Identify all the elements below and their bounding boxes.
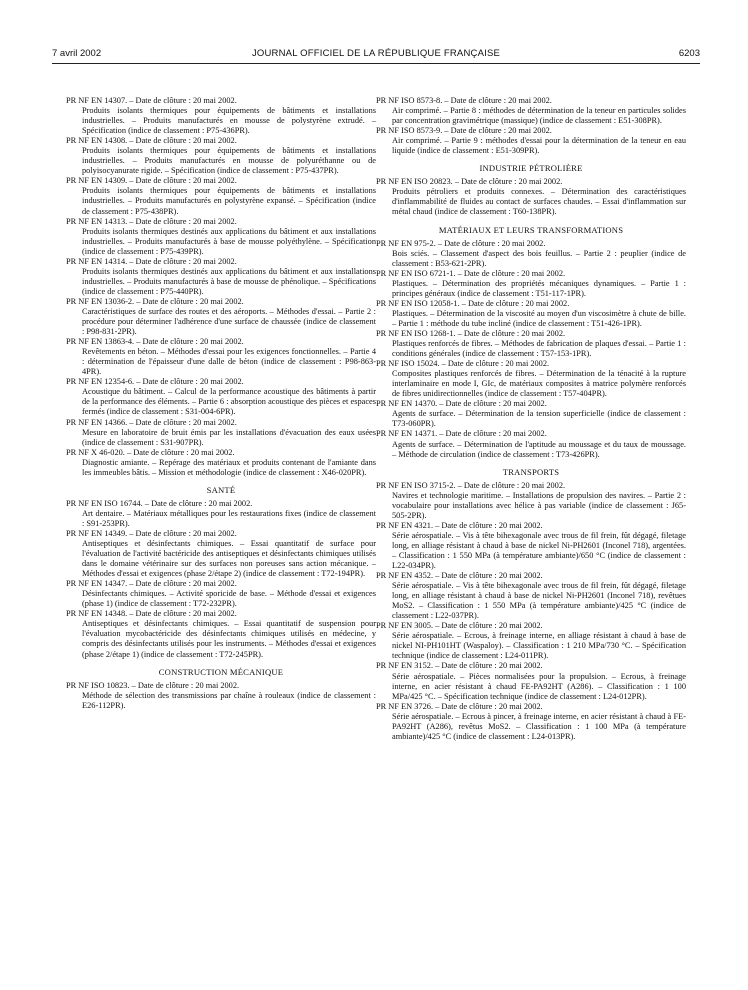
entry-reference: PR NF ISO 8573-9. – Date de clôture : 20 mai 2002. xyxy=(376,126,552,136)
standard-entry xyxy=(376,126,686,156)
standard-entry xyxy=(66,529,376,579)
entry-reference: PR NF ISO 15024. – Date de clôture : 20 mai 2002. xyxy=(376,359,550,369)
standard-entry xyxy=(376,661,686,701)
entry-description: Bois sciés. – Classement d'aspect des bois feuillus. – Partie 2 : peuplier (indice de classement : B53-621-2PR). xyxy=(392,248,686,268)
issue-date: 7 avril 2002 xyxy=(52,48,102,59)
standard-entry xyxy=(66,96,376,136)
entry-description: Acoustique du bâtiment. – Calcul de la performance acoustique des bâtiments à partir de la performance des éléments. – Partie 6 : absorption acoustique des pièces et espaces fermés (indice de classement : S31-004-6PR). xyxy=(82,387,376,417)
entry-description: Agents de surface. – Détermination de la tension superficielle (indice de classement : T73-060PR). xyxy=(392,409,686,429)
entry-description: Méthode de sélection des transmissions par chaîne à rouleaux (indice de classement : E26-112PR). xyxy=(82,690,376,710)
entry-reference: PR NF ISO 10823. – Date de clôture : 20 mai 2002. xyxy=(66,680,240,690)
standard-entry xyxy=(66,499,376,529)
entry-reference: PR NF EN 4321. – Date de clôture : 20 mai 2002. xyxy=(376,520,543,530)
standard-entry xyxy=(376,481,686,521)
entry-reference: PR NF EN 14371. – Date de clôture : 20 mai 2002. xyxy=(376,429,547,439)
entry-reference: PR NF EN 14348. – Date de clôture : 20 mai 2002. xyxy=(66,609,237,619)
standard-entry xyxy=(376,429,686,459)
section-heading: TRANSPORTS xyxy=(502,466,560,477)
entry-description: Revêtements en béton. – Méthodes d'essai pour les exigences fonctionnelles. – Partie 4 : détermination de l'épaisseur d'une dalle de béton (indice de classement : P98-863-4PR). xyxy=(82,347,376,377)
entry-reference: PR NF EN 3152. – Date de clôture : 20 mai 2002. xyxy=(376,661,543,671)
standard-entry xyxy=(376,702,686,742)
entry-description: Produits isolants thermiques destinés aux applications du bâtiment et aux installations industrielles. – Produits manufacturés à base de mousse de phénolique. – Spécifications (indice de classement : P75-440PR). xyxy=(82,266,376,296)
standard-entry xyxy=(376,571,686,621)
entry-description: Plastiques. – Détermination de la viscosité au moyen d'un viscosimètre à chute de bille. – Partie 1 : méthode du tube incliné (indice de classement : T51-426-1PR). xyxy=(392,308,686,328)
entry-description: Produits isolants thermiques pour équipements de bâtiments et installations industrielles. – Produits manufacturés en mousse de polystyrène extrudé. – Spécification (indice de classement : P75-436PR). xyxy=(82,106,376,136)
standard-entry xyxy=(66,448,376,478)
entry-reference: PR NF EN 14313. – Date de clôture : 20 mai 2002. xyxy=(66,216,237,226)
section-heading: MATÉRIAUX ET LEURS TRANSFORMATIONS xyxy=(438,224,624,235)
entry-description: Désinfectants chimiques. – Activité sporicide de base. – Méthode d'essai et exigences (phase 1) (indice de classement : T72-232PR). xyxy=(82,589,376,609)
entry-reference: PR NF EN 14314. – Date de clôture : 20 mai 2002. xyxy=(66,256,237,266)
standard-entry xyxy=(376,239,686,269)
entry-reference: PR NF EN 13036-2. – Date de clôture : 20 mai 2002. xyxy=(66,296,244,306)
entry-description: Série aérospatiale. – Ecrous à pincer, à freinage interne, en acier résistant à chaud à FE-PA92HT (A286), revêtus MoS2. – Classification : 1 100 MPa (à température ambiante)/425 °C (indice de classement : L24-013PR). xyxy=(392,711,686,741)
standard-entry xyxy=(66,257,376,297)
page-number: 6203 xyxy=(678,48,700,59)
entry-reference: PR NF EN 14309. – Date de clôture : 20 mai 2002. xyxy=(66,176,237,186)
entry-reference: PR NF EN 3005. – Date de clôture : 20 mai 2002. xyxy=(376,621,543,631)
header-rule xyxy=(52,63,700,64)
standard-entry xyxy=(376,359,686,399)
entry-reference: PR NF EN 3726. – Date de clôture : 20 mai 2002. xyxy=(376,701,543,711)
standard-entry xyxy=(376,96,686,126)
standard-entry xyxy=(66,681,376,711)
entry-description: Agents de surface. – Détermination de l'aptitude au moussage et du taux de moussage. – Méthode de circulation (indice de classement : T73-426PR). xyxy=(392,439,686,459)
entry-description: Plastiques renforcés de fibres. – Méthodes de fabrication de plaques d'essai. – Partie 1 : conditions générales (indice de classement : T57-153-1PR). xyxy=(392,339,686,359)
section-heading: SANTÉ xyxy=(206,484,236,495)
entry-reference: PR NF EN 14307. – Date de clôture : 20 mai 2002. xyxy=(66,96,237,105)
entry-description: Série aérospatiale. – Pièces normalisées pour la propulsion. – Ecrous, à freinage interne, en acier résistant à chaud FE-PA92HT (A286). – Classification : 1 100 MPa/425 °C. – Spécification technique (indice de classement : L24-012PR). xyxy=(392,671,686,701)
entry-description: Art dentaire. – Matériaux métalliques pour les restaurations fixes (indice de classement : S91-253PR). xyxy=(82,508,376,528)
entry-description: Caractéristiques de surface des routes et des aéroports. – Méthodes d'essai. – Partie 2 : procédure pour déterminer l'adhérence d'une surface de chaussée (indice de classement : P98-831-2PR). xyxy=(82,306,376,337)
entry-description: Produits isolants thermiques pour équipements de bâtiments et installations industrielles. – Produits manufacturés en mousse de polyuréthanne ou de polyisocyanurate rigide. – Spécification (indice de classement : P75-437PR). xyxy=(82,146,376,176)
entry-description: Produits isolants thermiques destinés aux applications du bâtiment et aux installations industrielles. – Produits manufacturés à base de mousse polyéthylène. – Spécification (indice de classement : P75-439PR). xyxy=(82,226,376,256)
entry-reference: PR NF EN 13863-4. – Date de clôture : 20 mai 2002. xyxy=(66,337,244,347)
entry-description: Antiseptiques et désinfectants chimiques. – Essai quantitatif de suspension pour l'évaluation mycobactéricide des désinfectants chimiques utilisés en médecine, y compris des désinfectants utilisés pour les instruments. – Méthodes d'essai et exigences (phase 2/étape 1) (indice de classement : T72-245PR). xyxy=(82,619,376,659)
standard-entry xyxy=(376,621,686,661)
entry-reference: PR NF EN ISO 1268-1. – Date de clôture : 20 mai 2002. xyxy=(376,328,566,338)
entry-description: Série aérospatiale. – Vis à tête bihexagonale avec trous de fil frein, fût dégagé, filetage long, en alliage résistant à chaud à base de nickel Ni-PH2601 (Inconel 718), argentées. – Classification : 1 550 MPa (à température ambiante)/650 °C (indice de classement : L22-034PR). xyxy=(392,530,686,571)
entry-reference: PR NF EN 14370. – Date de clôture : 20 mai 2002. xyxy=(376,399,547,409)
entry-description: Diagnostic amiante. – Repérage des matériaux et produits contenant de l'amiante dans les immeubles bâtis. – Mission et méthodologie (indice de classement : X46-020PR). xyxy=(82,457,376,477)
entry-description: Produits pétroliers et produits connexes. – Détermination des caractéristiques d'inflammabilité de fluides au contact de surfaces chaudes. – Essai d'inflammation sur métal chaud (indice de classement : T60-138PR). xyxy=(392,187,686,217)
entry-description: Air comprimé. – Partie 9 : méthodes d'essai pour la détermination de la teneur en eau liquide (indice de classement : E51-309PR). xyxy=(392,136,686,156)
standard-entry xyxy=(66,337,376,377)
standard-entry xyxy=(66,217,376,257)
section-heading: INDUSTRIE PÉTROLIÈRE xyxy=(479,163,583,174)
entry-reference: PR NF EN ISO 12058-1. – Date de clôture : 20 mai 2002. xyxy=(376,298,570,308)
entry-description: Série aérospatiale. – Ecrous, à freinage interne, en alliage résistant à chaud à base de nickel NI-PH101HT (Waspaloy). – Classification : 1 210 MPa/730 °C. – Spécification technique (indice de classement : L24-011PR). xyxy=(392,631,686,661)
entry-reference: PR NF EN ISO 16744. – Date de clôture : 20 mai 2002. xyxy=(66,498,253,508)
section-heading: CONSTRUCTION MÉCANIQUE xyxy=(158,666,284,677)
standard-entry xyxy=(376,299,686,329)
entry-reference: PR NF EN ISO 20823. – Date de clôture : 20 mai 2002. xyxy=(376,177,563,187)
entry-description: Mesure en laboratoire de bruit émis par les installations d'évacuation des eaux usées (indice de classement : S31-907PR). xyxy=(82,427,376,447)
entry-reference: PR NF EN 14347. – Date de clôture : 20 mai 2002. xyxy=(66,579,237,589)
entry-reference: PR NF EN 4352. – Date de clôture : 20 mai 2002. xyxy=(376,571,543,581)
journal-title: JOURNAL OFFICIEL DE LA RÉPUBLIQUE FRANÇAISE xyxy=(251,48,501,59)
standard-entry xyxy=(376,329,686,359)
standard-entry xyxy=(66,176,376,216)
standard-entry xyxy=(66,418,376,448)
standard-entry xyxy=(66,297,376,337)
standard-entry xyxy=(66,579,376,609)
entry-description: Composites plastiques renforcés de fibres. – Détermination de la ténacité à la rupture interlaminaire en mode I, GIc, de matériaux composites à matrice polymère renforcés de fibres unidirectionnelles (indice de classement : T57-404PR). xyxy=(392,369,686,399)
right-column xyxy=(376,96,686,742)
entry-reference: PR NF EN ISO 3715-2. – Date de clôture : 20 mai 2002. xyxy=(376,480,566,490)
entry-reference: PR NF EN ISO 6721-1. – Date de clôture : 20 mai 2002. xyxy=(376,268,566,278)
left-column xyxy=(66,96,376,711)
entry-reference: PR NF EN 14366. – Date de clôture : 20 mai 2002. xyxy=(66,417,237,427)
standard-entry xyxy=(376,521,686,571)
standard-entry xyxy=(66,377,376,417)
entry-description: Navires et technologie maritime. – Installations de propulsion des navires. – Partie 2 : vocabulaire pour installations avec hélice à pas variable (indice de classement : J65-505-2PR). xyxy=(392,490,686,520)
entry-reference: PR NF X 46-020. – Date de clôture : 20 mai 2002. xyxy=(66,447,235,457)
entry-reference: PR NF EN 12354-6. – Date de clôture : 20 mai 2002. xyxy=(66,377,244,387)
standard-entry xyxy=(66,609,376,659)
entry-reference: PR NF ISO 8573-8. – Date de clôture : 20 mai 2002. xyxy=(376,96,552,105)
entry-reference: PR NF EN 975-2. – Date de clôture : 20 mai 2002. xyxy=(376,238,546,248)
standard-entry xyxy=(376,269,686,299)
standard-entry xyxy=(376,399,686,429)
entry-description: Air comprimé. – Partie 8 : méthodes de détermination de la teneur en particules solides par concentration gravimétrique (massique) (indice de classement : E51-308PR). xyxy=(392,106,686,126)
standard-entry xyxy=(66,136,376,176)
page-header xyxy=(52,48,700,60)
standard-entry xyxy=(376,177,686,217)
entry-description: Antiseptiques et désinfectants chimiques. – Essai quantitatif de surface pour l'évaluation de l'activité bactéricide des antiseptiques et désinfectants chimiques utilisés dans le domaine vétérinaire sur des surfaces non poreuses sans action mécanique. – Méthodes d'essai et exigences (phase 2/étape 2) (indice de classement : T72-194PR). xyxy=(82,539,376,579)
entry-reference: PR NF EN 14349. – Date de clôture : 20 mai 2002. xyxy=(66,528,237,538)
entry-reference: PR NF EN 14308. – Date de clôture : 20 mai 2002. xyxy=(66,136,237,146)
entry-description: Produits isolants thermiques pour équipements de bâtiments et installations industrielles. – Produits manufacturés en polystyrène expansé. – Spécification (indice de classement : P75-438PR). xyxy=(82,186,376,216)
entry-description: Plastiques. – Détermination des propriétés mécaniques dynamiques. – Partie 1 : principes généraux (indice de classement : T51-117-1PR). xyxy=(392,278,686,298)
entry-description: Série aérospatiale. – Vis à tête bihexagonale avec trous de fil frein, fût dégagé, filetage long, en alliage résistant à chaud à base de nickel Ni-PH2601 (Inconel 718), revêtues MoS2. – Classification : 1 550 MPa (à température ambiante)/425 °C (indice de classement : L22-037PR). xyxy=(392,581,686,621)
